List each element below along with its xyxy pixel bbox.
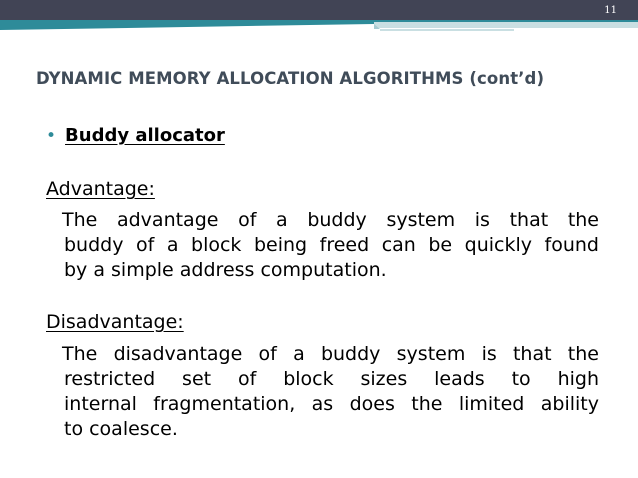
disadvantage-line: restricted set of block sizes leads to high (64, 368, 599, 390)
bullet-text: Buddy allocator (65, 125, 225, 146)
disadvantage-line: The disadvantage of a buddy system is that the (62, 343, 599, 365)
advantage-heading: Advantage: (46, 178, 155, 200)
bullet-item (46, 125, 225, 146)
header-bar (0, 0, 638, 20)
disadvantage-heading: Disadvantage: (46, 311, 184, 333)
advantage-line: buddy of a block being freed can be quickly found (64, 234, 599, 256)
disadvantage-line: to coalesce. (64, 418, 178, 440)
advantage-paragraph (46, 208, 599, 283)
slide-number: 11 (604, 5, 617, 16)
slide-title: DYNAMIC MEMORY ALLOCATION ALGORITHMS (cont’d) (36, 69, 545, 88)
disadvantage-line: internal fragmentation, as does the limited ability (64, 393, 599, 415)
disadvantage-paragraph (46, 342, 599, 442)
bullet-dot-icon: • (46, 126, 57, 146)
advantage-line: by a simple address computation. (64, 259, 387, 281)
advantage-line: The advantage of a buddy system is that the (62, 209, 599, 231)
decorative-accent-band (0, 20, 638, 33)
